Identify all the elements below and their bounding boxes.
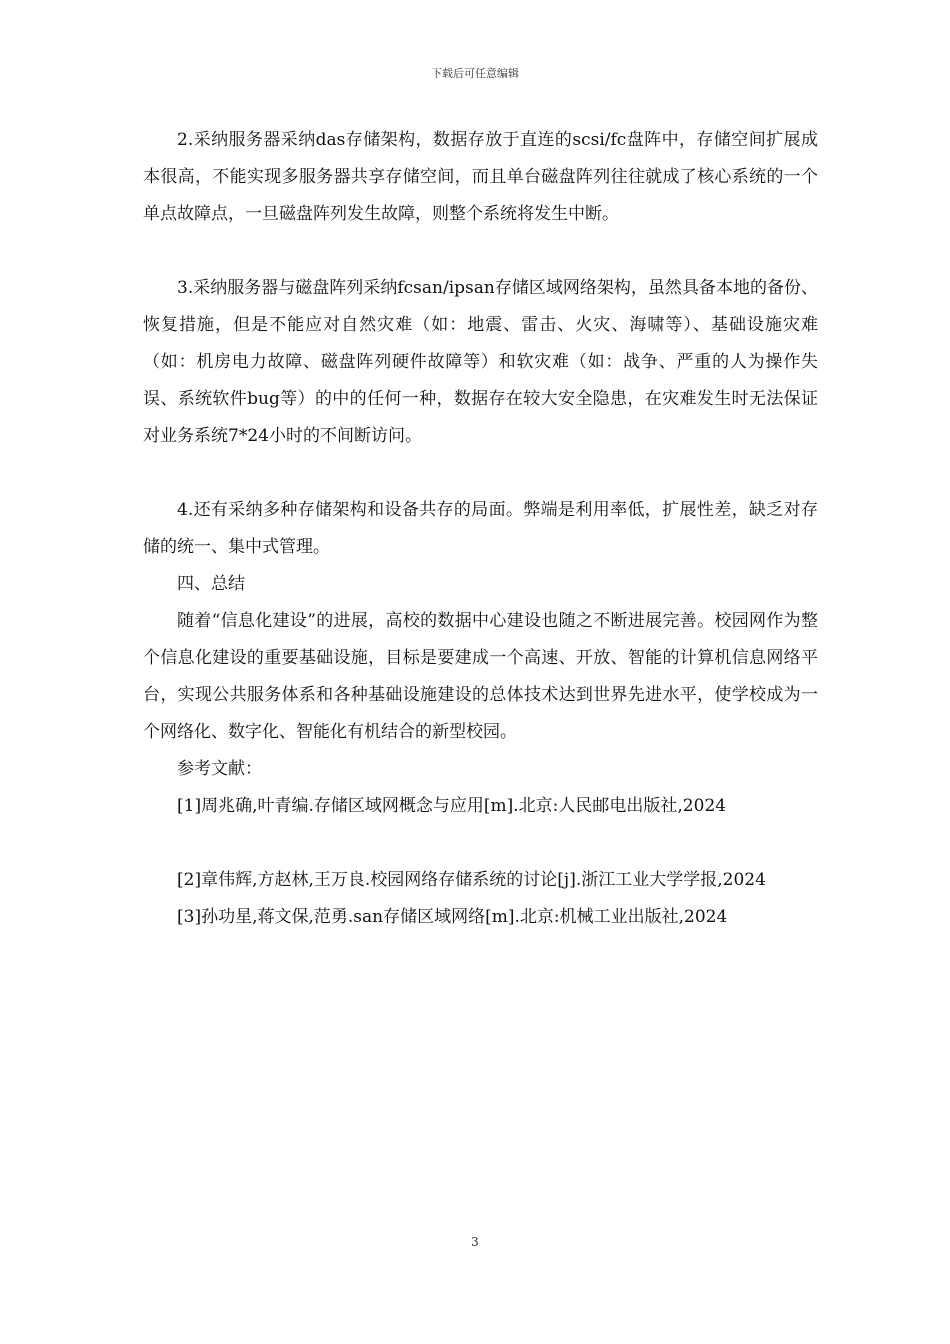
references-heading: 参考文献： <box>177 759 262 779</box>
summary-paragraph: 随着“信息化建设”的进展，高校的数据中心建设也随之不断进展完善。校园网作为整个信息化建设的重要基础设施，目标是要建成一个高速、开放、智能的计算机信息网络平台，实现公共服务体系和各种基础设施建设的总体技术达到世界先进水平，使学校成为一个网络化、数字化、智能化有机结合的新型校园。 <box>143 611 818 742</box>
reference-item-3: [3]孙功星,蒋文保,范勇.san存储区域网络[m].北京:机械工业出版社,2024 <box>177 907 728 927</box>
page-number: 3 <box>471 1235 479 1249</box>
paragraph-item-2: 2.采纳服务器采纳das存储架构，数据存放于直连的scsi/fc盘阵中，存储空间扩展成本很高，不能实现多服务器共享存储空间，而且单台磁盘阵列往往就成了核心系统的一个单点故障点，一旦磁盘阵列发生故障，则整个系统将发生中断。 <box>143 130 818 224</box>
paragraph-item-3: 3.采纳服务器与磁盘阵列采纳fcsan/ipsan存储区域网络架构，虽然具备本地的备份、恢复措施，但是不能应对自然灾难（如：地震、雷击、火灾、海啸等）、基础设施灾难（如：机房电力故障、磁盘阵列硬件故障等）和软灾难（如：战争、严重的人为操作失误、系统软件bug等）的中的任何一种，数据存在较大安全隐患，在灾难发生时无法保证对业务系统7*24小时的不间断访问。 <box>143 278 818 446</box>
section-heading-summary: 四、总结 <box>177 574 245 594</box>
document-body <box>143 122 818 936</box>
reference-item-1: [1]周兆确,叶青编.存储区域网概念与应用[m].北京:人民邮电出版社,2024 <box>177 796 727 816</box>
reference-item-2: [2]章伟辉,方赵林,王万良.校园网络存储系统的讨论[j].浙江工业大学学报,2024 <box>177 870 766 890</box>
page-header-note: 下载后可任意编辑 <box>431 67 519 80</box>
paragraph-item-4: 4.还有采纳多种存储架构和设备共存的局面。弊端是利用率低，扩展性差，缺乏对存储的统一、集中式管理。 <box>143 500 818 557</box>
